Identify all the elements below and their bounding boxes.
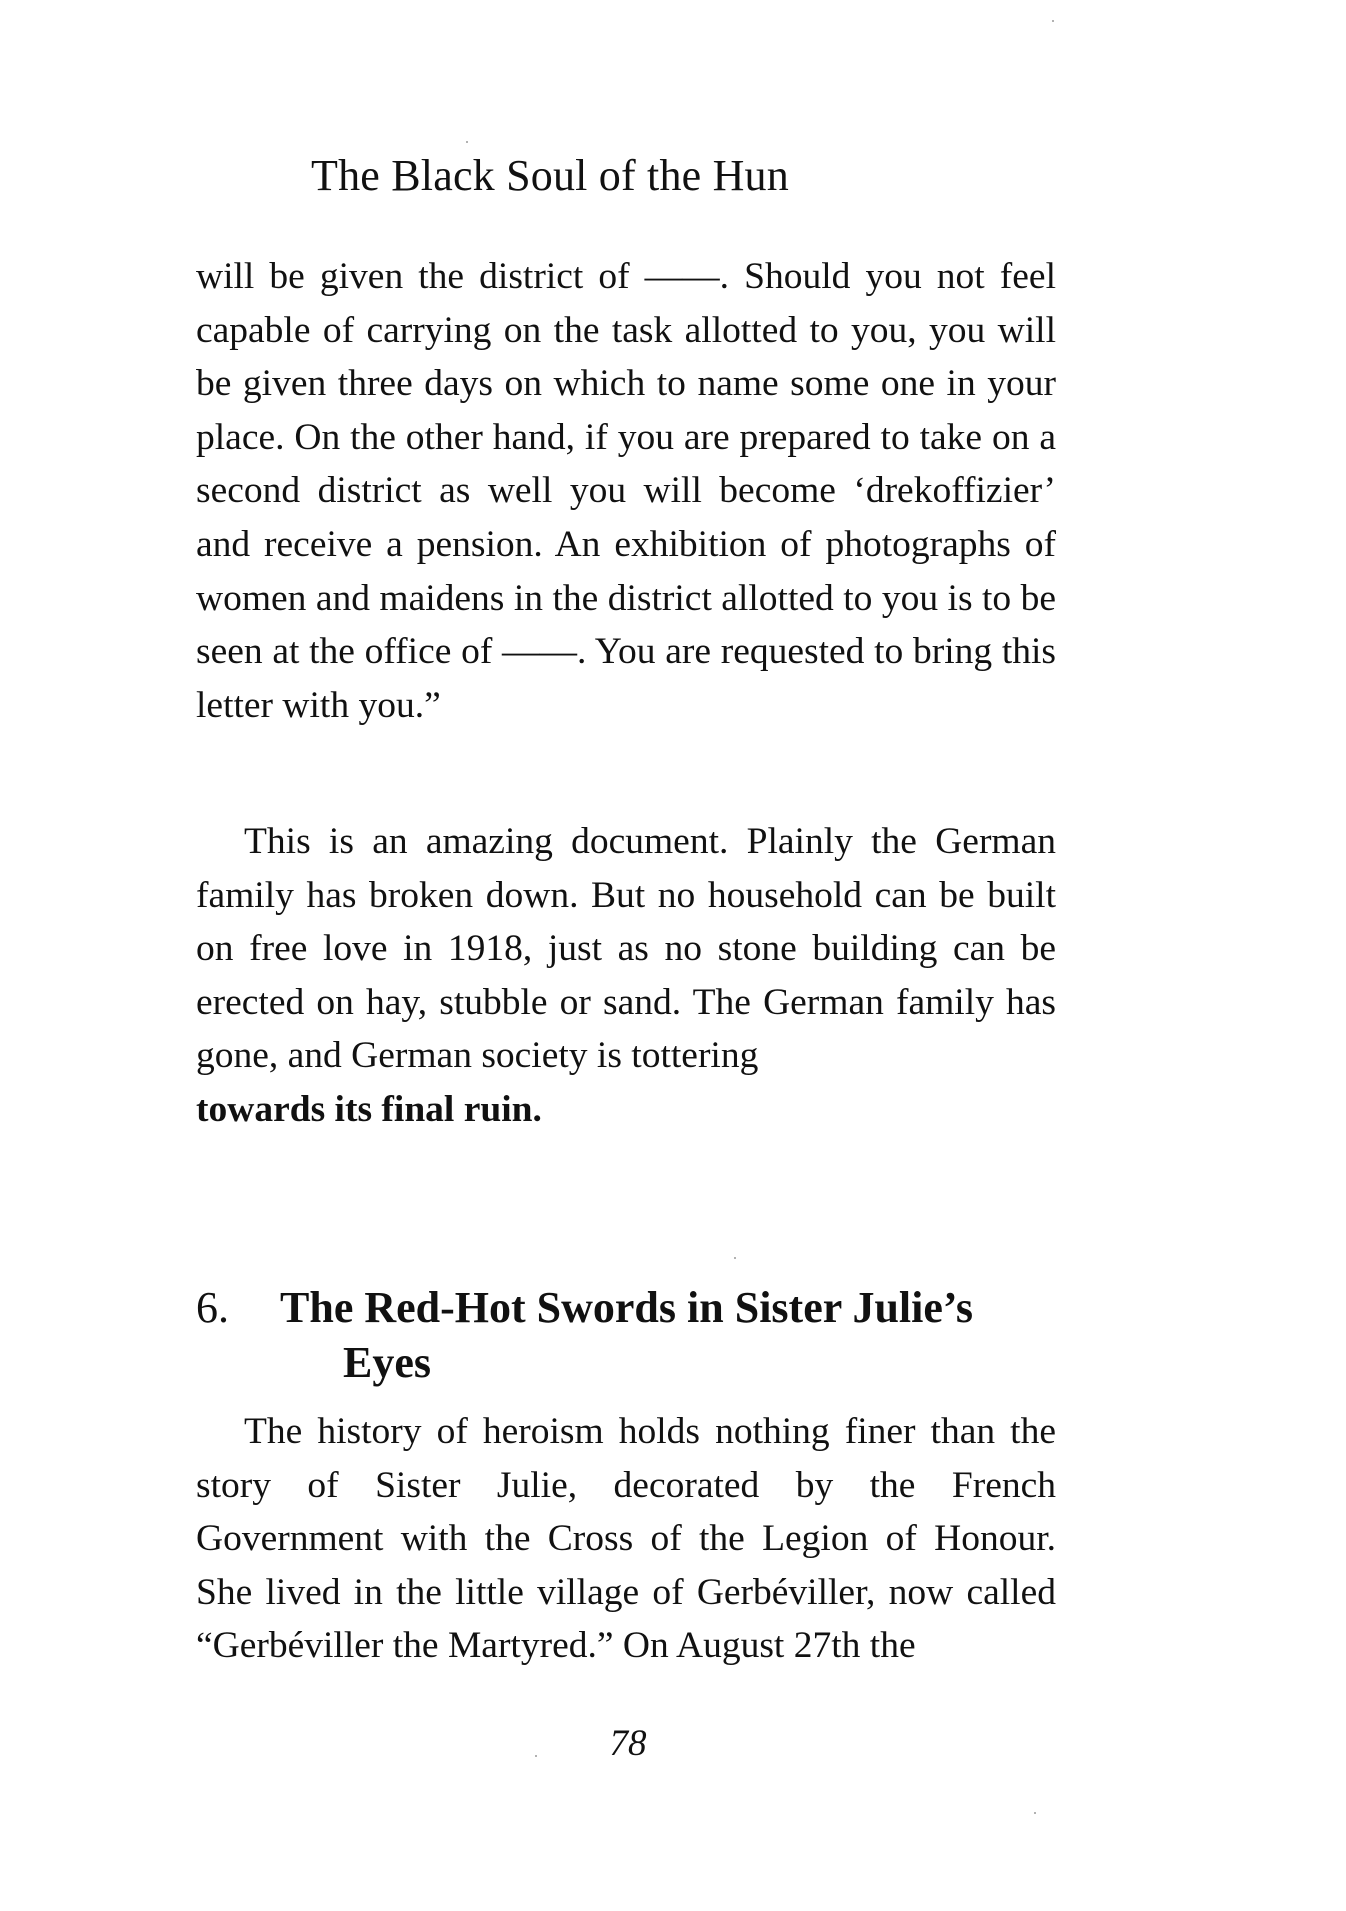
paper-speck (734, 1257, 736, 1259)
paragraph-sister-julie: The history of heroism holds nothing finer than the story of Sister Julie, decorated by the French Government with the Cross of the Legion of Honour. She lived in the little village of Gerbéviller, now called “Gerbéviller the Martyred.” On August 27th the (196, 1411, 1056, 1667)
paper-speck (466, 141, 468, 143)
section-title-line-2: Eyes (343, 1338, 431, 1387)
section-number: 6. (196, 1283, 229, 1332)
text-block-continued (196, 250, 1056, 732)
paper-speck (1034, 1812, 1036, 1814)
paragraph-letter-continuation: will be given the district of ——. Should you not feel capable of carrying on the task allotted to you, you will be given three days on which to name some one in your place. On the other hand, if you are prepared to take on a second district as well you will become ‘drekoffizier’ and receive a pension. An exhibition of photographs of women and maidens in the district allotted to you is to be seen at the office of ——. You are requested to bring this letter with you.” (196, 256, 1056, 726)
page-number: 78 (609, 1723, 647, 1764)
paragraph-commentary: This is an amazing document. Plainly the German family has broken down. But no household can be built on free love in 1918, just as no stone building can be erected on hay, stubble or sand. The German family has gone, and German society is tottering (196, 821, 1056, 1077)
paragraph-commentary-last-line: towards its final ruin. (196, 1088, 542, 1130)
text-block-section-body (196, 1405, 1056, 1673)
section-heading (196, 1280, 1076, 1390)
text-block-commentary (196, 815, 1056, 1137)
section-title-line-1: The Red-Hot Swords in Sister Julie’s (280, 1283, 974, 1332)
paper-speck (1052, 20, 1054, 22)
paper-speck (535, 1755, 537, 1757)
running-head: The Black Soul of the Hun (311, 151, 789, 200)
